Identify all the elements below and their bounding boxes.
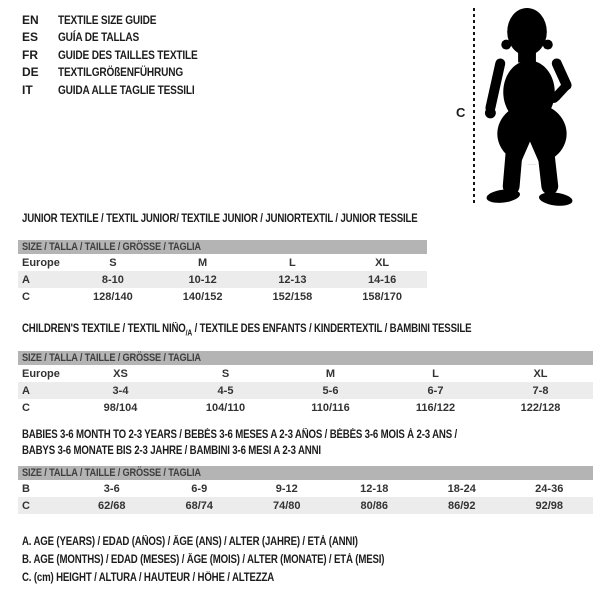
table-cell: 140/152	[182, 290, 223, 303]
language-title: TEXTILE SIZE GUIDE	[58, 12, 157, 27]
table-cell: 4-5	[173, 382, 278, 399]
table-cell: 62/68	[68, 497, 156, 514]
table-cell: L	[432, 367, 439, 380]
height-measure-label: C	[456, 105, 466, 120]
table-cell: 3-4	[68, 382, 173, 399]
size-header-row	[18, 351, 593, 365]
table-cell: L	[289, 256, 296, 269]
row-label: C	[22, 401, 30, 414]
size-header-row	[18, 466, 593, 480]
table-row	[18, 288, 427, 305]
language-code: EN	[22, 12, 39, 27]
table-row	[18, 497, 593, 514]
note-height-cm: C. (cm) HEIGHT / ALTURA / HAUTEUR / HÖHE / ALTEZZA	[22, 572, 275, 584]
table-cell: 98/104	[103, 401, 138, 414]
row-label: C	[18, 497, 68, 514]
table-cell: 110/116	[311, 401, 350, 414]
table-cell: 9-12	[275, 482, 298, 495]
junior-size-table	[18, 240, 427, 305]
row-label: Europe	[22, 256, 60, 269]
language-title: GUIDE DES TAILLES TEXTILE	[58, 47, 198, 62]
language-list	[22, 11, 224, 99]
note-age-years: A. AGE (YEARS) / EDAD (AÑOS) / ÂGE (ANS) / ALTER (JAHRE) / ETÀ (ANNI)	[22, 536, 358, 548]
table-cell: S	[221, 367, 230, 380]
table-cell: 104/110	[205, 401, 246, 414]
language-code: FR	[22, 47, 38, 62]
row-label: A	[18, 382, 68, 399]
babies-size-table	[18, 466, 593, 514]
row-label: Europe	[22, 367, 60, 380]
nino-a-subscript: /A	[185, 328, 193, 338]
table-cell: 12-13	[248, 271, 338, 288]
size-header-label: SIZE / TALLA / TAILLE / GRÖSSE / TAGLIA	[22, 241, 201, 253]
table-cell: 3-6	[103, 482, 120, 495]
row-label: B	[22, 482, 30, 495]
language-code: IT	[22, 82, 33, 97]
table-cell: M	[198, 256, 208, 269]
table-cell: 80/86	[331, 497, 419, 514]
table-cell: 7-8	[488, 382, 593, 399]
table-cell: 14-16	[337, 271, 427, 288]
table-cell: 128/140	[92, 290, 133, 303]
size-header-row	[18, 240, 427, 254]
row-label: C	[22, 290, 30, 303]
language-row-de	[22, 64, 224, 82]
language-row-it	[22, 81, 224, 99]
height-dashed-line	[473, 8, 475, 205]
table-row	[18, 254, 427, 271]
table-cell: 8-10	[68, 271, 158, 288]
table-cell: XL	[375, 256, 390, 269]
language-title: GUÍA DE TALLAS	[58, 30, 140, 45]
table-cell: 152/158	[272, 290, 313, 303]
table-cell: S	[109, 256, 117, 269]
table-cell: 158/170	[362, 290, 402, 303]
table-cell: 122/128	[520, 401, 561, 414]
table-row	[18, 480, 593, 497]
table-cell: 92/98	[506, 497, 594, 514]
table-cell: XL	[533, 367, 548, 380]
table-cell: 5-6	[278, 382, 383, 399]
table-cell: 18-24	[447, 482, 476, 495]
language-code: DE	[22, 65, 39, 80]
table-cell: 116/122	[415, 401, 456, 414]
language-title: GUIDA ALLE TAGLIE TESSILI	[58, 82, 195, 97]
table-cell: 10-12	[158, 271, 248, 288]
table-cell: 24-36	[535, 482, 564, 495]
table-cell: 12-18	[360, 482, 389, 495]
legend-notes	[22, 536, 453, 590]
language-row-fr	[22, 46, 224, 64]
language-code: ES	[22, 30, 39, 45]
table-cell: M	[325, 367, 336, 380]
language-row-es	[22, 29, 224, 47]
table-row	[18, 382, 593, 399]
size-header-label: SIZE / TALLA / TAILLE / GRÖSSE / TAGLIA	[22, 352, 201, 364]
toddler-silhouette-icon	[482, 5, 576, 207]
children-table-title: CHILDREN'S TEXTILE / TEXTIL $NIÑO_{/A}$ / TEXTILE DES ENFANTS / KINDERTEXTIL / BAMBINI TESSILE	[22, 323, 472, 338]
table-row	[18, 399, 593, 416]
language-row-en	[22, 11, 224, 29]
table-cell: 6-9	[191, 482, 208, 495]
junior-table-title: JUNIOR TEXTILE / TEXTIL JUNIOR/ TEXTILE JUNIOR / JUNIORTEXTIL / JUNIOR TESSILE	[22, 213, 418, 225]
children-size-table	[18, 351, 593, 416]
table-cell: 74/80	[243, 497, 331, 514]
table-cell: 68/74	[156, 497, 244, 514]
table-row	[18, 365, 593, 382]
note-age-months: B. AGE (MONTHS) / EDAD (MESES) / ÂGE (MOIS) / ALTER (MONATE) / ETÀ (MESI)	[22, 554, 385, 566]
table-cell: 6-7	[383, 382, 488, 399]
table-cell: XS	[113, 367, 128, 380]
table-cell: 86/92	[418, 497, 506, 514]
babies-table-title: BABIES 3-6 MONTH TO 2-3 YEARS / BEBÉS 3-6 MESES A 2-3 AÑOS / BÉBÉS 3-6 MOIS À 2-3 ANS / BABYS 3-6 MONATE BIS 2-3 JAHRE / BAMBINI 3-6 MESI A 2-3 ANNI	[22, 429, 458, 457]
language-title: TEXTILGRÖßENFÜHRUNG	[58, 65, 184, 80]
table-row	[18, 271, 427, 288]
row-label: A	[18, 271, 68, 288]
size-header-label: SIZE / TALLA / TAILLE / GRÖSSE / TAGLIA	[22, 467, 201, 479]
